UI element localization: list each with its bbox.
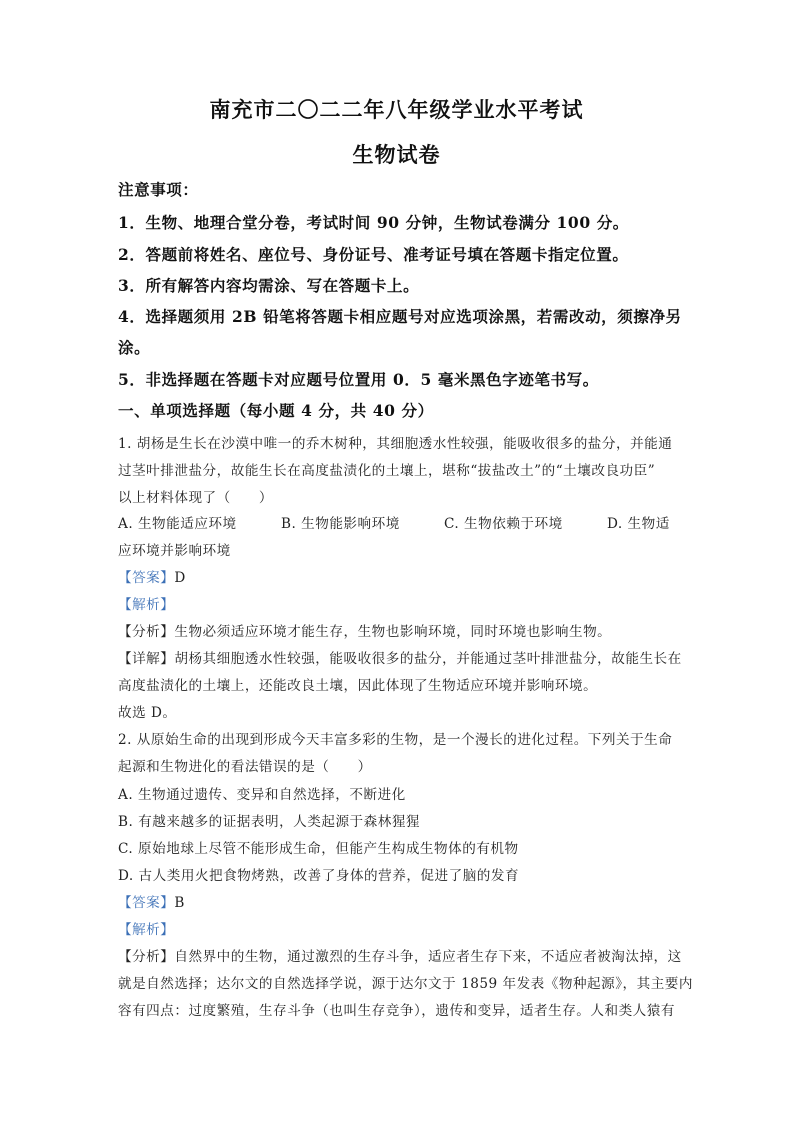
question-1-stem: 过茎叶排泄盐分，故能生长在高度盐渍化的土壤上，堪称“拔盐改土”的“土壤改良功臣” — [118, 463, 656, 479]
notice-item: 5．非选择题在答题卡对应题号位置用 0．5 毫米黑色字迹笔书写。 — [118, 370, 599, 389]
detail-text: 高度盐渍化的土壤上，还能改良土壤，因此体现了生物适应环境并影响环境。 — [118, 678, 598, 694]
option-d: D. 生物适 — [607, 516, 670, 532]
explanation-label: 【解析】 — [118, 597, 175, 613]
detail-text: 胡杨其细胞透水性较强，能吸收很多的盐分，并能通过茎叶排泄盐分，故能生长在 — [174, 651, 682, 667]
exam-title: 南充市二〇二二年八年级学业水平考试 — [209, 98, 584, 122]
option-d: D. 古人类用火把食物烤熟，改善了身体的营养，促进了脑的发育 — [118, 868, 520, 884]
option-c: C. 原始地球上尽管不能形成生命，但能产生构成生物体的有机物 — [118, 841, 519, 857]
notice-heading: 注意事项： — [118, 180, 199, 199]
option-a: A. 生物通过遗传、变异和自然选择，不断进化 — [118, 787, 406, 803]
option-c: C. 生物依赖于环境 — [444, 516, 563, 532]
question-2-stem: 2. 从原始生命的出现到形成今天丰富多彩的生物，是一个漫长的进化过程。下列关于生命 — [118, 732, 673, 748]
option-b: B. 有越来越多的证据表明，人类起源于森林猩猩 — [118, 814, 421, 830]
detail-line — [118, 647, 682, 667]
analysis-label: 【分析】 — [118, 949, 175, 965]
analysis-line — [118, 620, 611, 640]
answer-value: D — [174, 570, 186, 586]
analysis-text: 就是自然选择；达尔文的自然选择学说，源于达尔文于 1859 年发表《物种起源》，其主要内 — [118, 976, 693, 992]
notice-item: 3．所有解答内容均需涂、写在答题卡上。 — [118, 276, 420, 295]
answer-label: 【答案】 — [118, 570, 175, 586]
analysis-label: 【分析】 — [118, 624, 175, 640]
detail-label: 【详解】 — [118, 651, 175, 667]
question-1-stem: 以上材料体现了（ ） — [118, 490, 274, 506]
question-2-stem: 起源和生物进化的看法错误的是（ ） — [118, 759, 372, 775]
option-a: A. 生物能适应环境 — [118, 516, 237, 532]
answer-value: B — [174, 895, 185, 911]
analysis-text: 容有四点：过度繁殖，生存斗争（也叫生存竞争），遗传和变异，适者生存。人和类人猿有 — [118, 1003, 675, 1019]
option-b: B. 生物能影响环境 — [281, 516, 400, 532]
analysis-text: 自然界中的生物，通过激烈的生存斗争，适应者生存下来，不适应者被淘汰掉，这 — [174, 949, 682, 965]
notice-item: 1．生物、地理合堂分卷，考试时间 90 分钟，生物试卷满分 100 分。 — [118, 213, 629, 232]
analysis-line — [118, 945, 682, 965]
exam-subtitle: 生物试卷 — [352, 143, 441, 167]
conclusion: 故选 D。 — [118, 705, 177, 721]
question-1-stem: 1. 胡杨是生长在沙漠中唯一的乔木树种，其细胞透水性较强，能吸收很多的盐分，并能通 — [118, 436, 673, 452]
answer-line — [118, 566, 186, 586]
option-d-wrap: 应环境并影响环境 — [118, 543, 231, 559]
answer-label: 【答案】 — [118, 895, 175, 911]
analysis-text: 生物必须适应环境才能生存，生物也影响环境，同时环境也影响生物。 — [174, 624, 612, 640]
notice-item: 4．选择题须用 2B 铅笔将答题卡相应题号对应选项涂黑，若需改动，须擦净另 — [118, 307, 682, 326]
answer-line — [118, 891, 185, 911]
section-heading: 一、单项选择题（每小题 4 分，共 40 分） — [118, 401, 434, 420]
notice-item: 涂。 — [118, 338, 151, 357]
notice-item: 2．答题前将姓名、座位号、身份证号、准考证号填在答题卡指定位置。 — [118, 245, 629, 264]
explanation-label: 【解析】 — [118, 922, 175, 938]
